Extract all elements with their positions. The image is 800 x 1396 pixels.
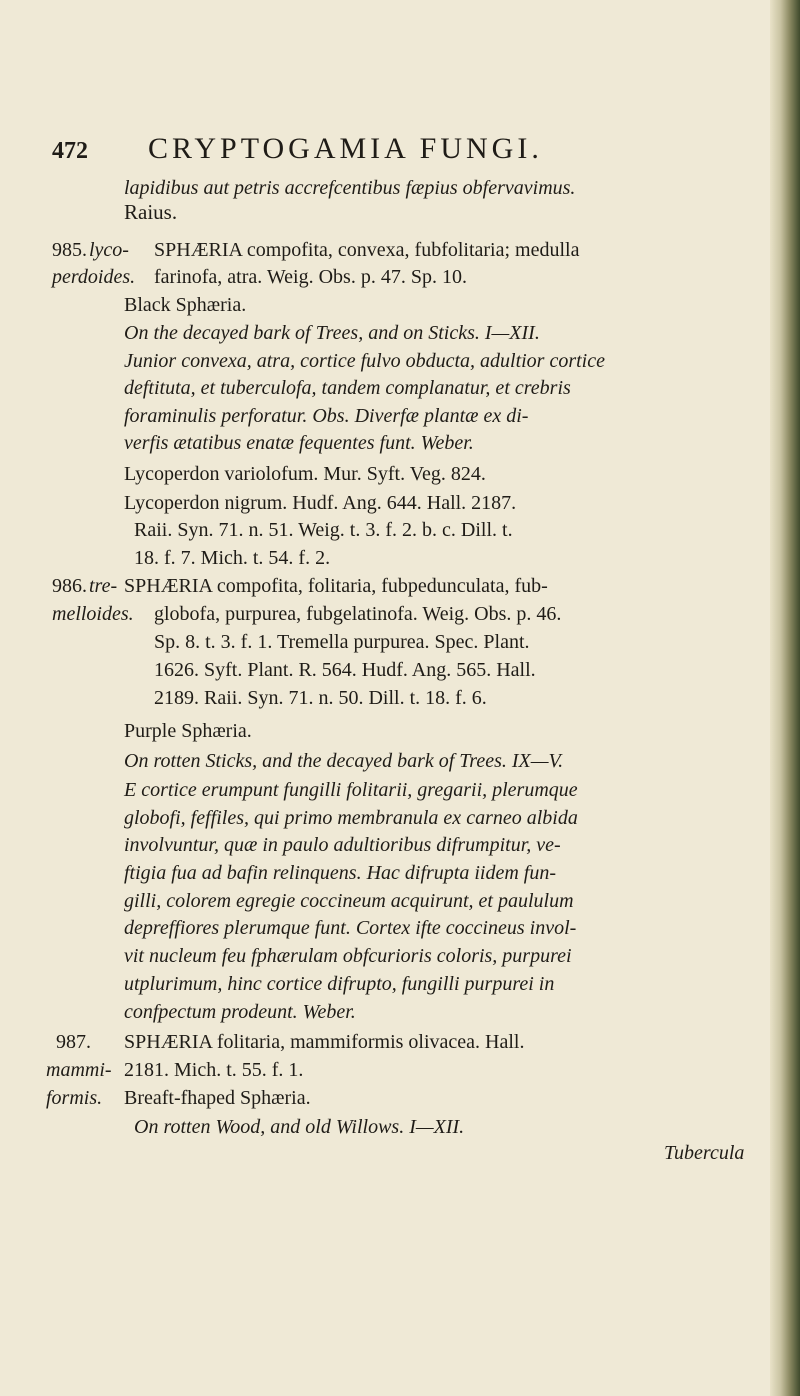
entry-line: foraminulis perforatur. Obs. Diverfæ plantæ ex di- (124, 405, 529, 427)
entry-line: farinofa, atra. Weig. Obs. p. 47. Sp. 10. (154, 266, 467, 288)
entry-line: On the decayed bark of Trees, and on Sticks. I—XII. (124, 322, 540, 344)
margin-species-name: perdoides. (52, 266, 136, 288)
entry-line: ftigia fua ad bafin relinquens. Hac difrupta iidem fun- (124, 862, 557, 884)
entry-line: Sp. 8. t. 3. f. 1. Tremella purpurea. Spec. Plant. (154, 631, 530, 653)
entry-line: Lycoperdon nigrum. Hudf. Ang. 644. Hall. 2187. (124, 492, 517, 514)
margin-species-name: lyco- (89, 239, 129, 261)
entry-line: SPHÆRIA folitaria, mammiformis olivacea. Hall. (124, 1031, 525, 1053)
margin-species-name: formis. (46, 1087, 103, 1109)
entry-line: deftituta, et tuberculofa, tandem complanatur, et crebris (124, 377, 571, 399)
entry-line: involvuntur, quæ in paulo adultioribus difrumpitur, ve- (124, 834, 561, 856)
page-number: 472 (52, 138, 88, 164)
entry-line: utplurimum, hinc cortice difrupto, fungilli purpurei in (124, 973, 555, 995)
page-header (52, 132, 752, 176)
entry-line: 18. f. 7. Mich. t. 54. f. 2. (134, 547, 331, 569)
entry-line: SPHÆRIA compofita, convexa, fubfolitaria; medulla (154, 239, 580, 261)
entry-line: gilli, colorem egregie coccineum acquirunt, et paululum (124, 890, 574, 912)
entry-line: Purple Sphæria. (124, 720, 252, 742)
running-head: CRYPTOGAMIA FUNGI. (148, 132, 543, 165)
entry-number: 986. (52, 575, 87, 597)
entry-line: E cortice erumpunt fungilli folitarii, gregarii, plerumque (124, 779, 578, 801)
margin-species-name: melloides. (52, 603, 134, 625)
intro-line: Raius. (124, 200, 178, 224)
entry-line: Junior convexa, atra, cortice fulvo obducta, adultior cortice (124, 350, 605, 372)
entry-line: Lycoperdon variolofum. Mur. Syft. Veg. 824. (124, 463, 486, 485)
entry-line: 1626. Syft. Plant. R. 564. Hudf. Ang. 565. Hall. (154, 659, 536, 681)
entry-line: globofa, purpurea, fubgelatinofa. Weig. Obs. p. 46. (154, 603, 562, 625)
intro-line: lapidibus aut petris accrefcentibus fæpius obfervavimus. (124, 177, 576, 199)
entry-line: globofi, feffiles, qui primo membranula ex carneo albida (124, 807, 578, 829)
entry-number: 987. (56, 1031, 91, 1053)
entry-line: Breaft-fhaped Sphæria. (124, 1087, 311, 1109)
catchword: Tubercula (664, 1142, 745, 1164)
entry-line: SPHÆRIA compofita, folitaria, fubpedunculata, fub- (124, 575, 548, 597)
entry-line: verfis ætatibus enatæ fequentes funt. Weber. (124, 432, 474, 454)
entry-line: depreffiores plerumque funt. Cortex ifte coccineus invol- (124, 917, 577, 939)
margin-species-name: tre- (89, 575, 118, 597)
entry-line: On rotten Sticks, and the decayed bark of Trees. IX—V. (124, 750, 564, 772)
margin-species-name: mammi- (46, 1059, 112, 1081)
entry-line: 2181. Mich. t. 55. f. 1. (124, 1059, 304, 1081)
entry-line: confpectum prodeunt. Weber. (124, 1001, 356, 1023)
entry-line: vit nucleum feu fphærulam obfcurioris coloris, purpurei (124, 945, 572, 967)
entry-line: On rotten Wood, and old Willows. I—XII. (134, 1116, 465, 1138)
page-edge-shadow (770, 0, 800, 1396)
entry-line: Raii. Syn. 71. n. 51. Weig. t. 3. f. 2. b. c. Dill. t. (134, 519, 513, 541)
entry-line: 2189. Raii. Syn. 71. n. 50. Dill. t. 18. f. 6. (154, 687, 487, 709)
entry-number: 985. (52, 239, 87, 261)
entry-line: Black Sphæria. (124, 294, 247, 316)
